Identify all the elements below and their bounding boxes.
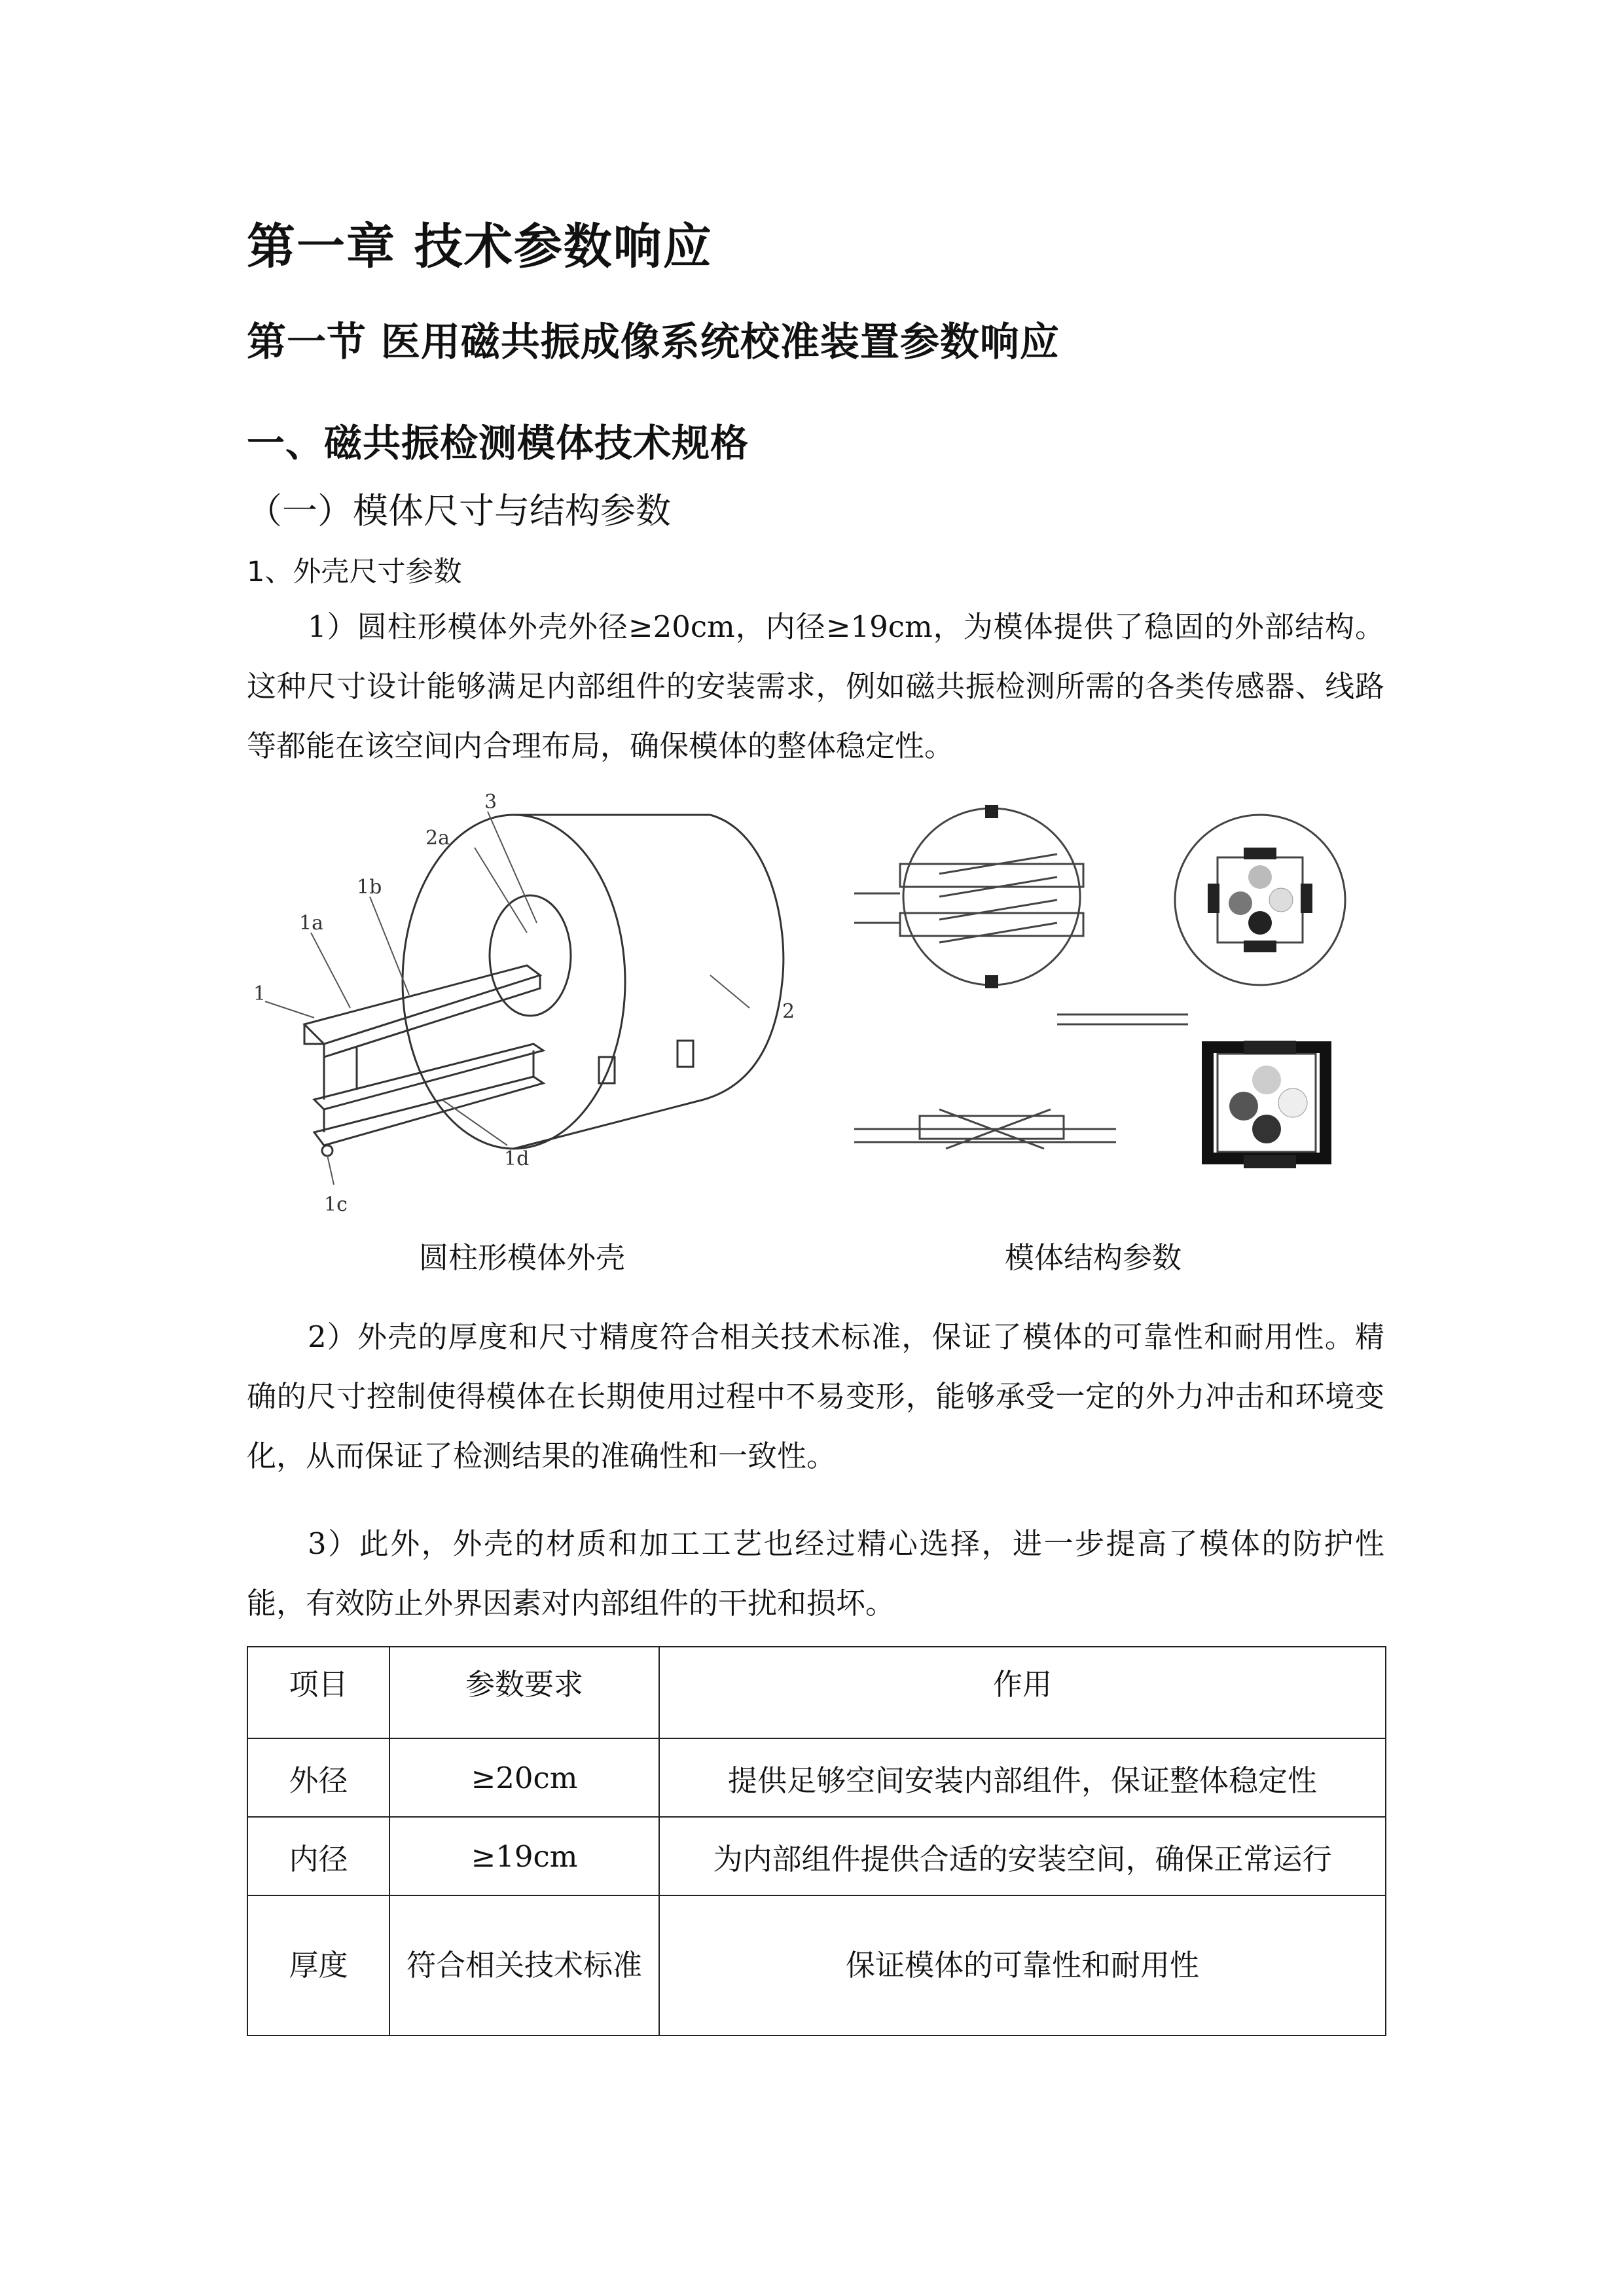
mri-scanner-figure <box>252 792 821 1217</box>
label-2: 2 <box>782 1000 795 1023</box>
label-1a: 1a <box>299 912 323 935</box>
paragraph-3: 3）此外，外壳的材质和加工工艺也经过精心选择，进一步提高了模体的防护性能，有效防止外界因素对内部组件的干扰和损坏。 <box>247 1526 1384 1621</box>
sub-subsection-title: （一）模体尺寸与结构参数 <box>247 490 671 531</box>
phantom-structure-figure <box>841 802 1371 1208</box>
header-requirement: 参数要求 <box>389 1647 659 1738</box>
label-1b: 1b <box>357 876 382 899</box>
section-title: 第一节 医用磁共振成像系统校准装置参数响应 <box>247 319 1060 365</box>
table-row <box>247 1895 1386 2036</box>
label-2a: 2a <box>425 827 450 850</box>
table-cell: 厚度 <box>247 1895 389 2036</box>
paragraph-1: 1）圆柱形模体外壳外径≥20cm，内径≥19cm，为模体提供了稳固的外部结构。这种尺寸设计能够满足内部组件的安装需求，例如磁共振检测所需的各类传感器、线路等都能在该空间内合理布局，确保模体的整体稳定性。 <box>247 609 1384 763</box>
table-row <box>247 1738 1386 1817</box>
subsection-title: 一、磁共振检测模体技术规格 <box>247 421 749 465</box>
item-title: 1、外壳尺寸参数 <box>247 556 462 588</box>
label-1: 1 <box>253 982 266 1005</box>
table-cell: 提供足够空间安装内部组件，保证整体稳定性 <box>659 1738 1386 1817</box>
chapter-title: 第一章 技术参数响应 <box>247 219 713 275</box>
paragraph-2: 2）外壳的厚度和尺寸精度符合相关技术标准，保证了模体的可靠性和耐用性。精确的尺寸控制使得模体在长期使用过程中不易变形，能够承受一定的外力冲击和环境变化，从而保证了检测结果的准确性和一致性。 <box>247 1319 1384 1473</box>
table-cell: ≥20cm <box>389 1738 659 1817</box>
table-row <box>247 1817 1386 1895</box>
figure-caption-left: 圆柱形模体外壳 <box>419 1240 626 1275</box>
label-3: 3 <box>484 792 497 814</box>
table-cell: 内径 <box>247 1817 389 1895</box>
table-header-row <box>247 1647 1386 1738</box>
table-cell: 符合相关技术标准 <box>389 1895 659 2036</box>
label-1c: 1c <box>324 1193 348 1216</box>
figure-caption-right: 模体结构参数 <box>1005 1240 1182 1275</box>
header-item: 项目 <box>247 1647 389 1738</box>
parameters-table <box>247 1646 1386 2036</box>
table-cell: 保证模体的可靠性和耐用性 <box>659 1895 1386 2036</box>
table-cell: ≥19cm <box>389 1817 659 1895</box>
label-1d: 1d <box>504 1147 530 1170</box>
table-cell: 外径 <box>247 1738 389 1817</box>
header-function: 作用 <box>659 1647 1386 1738</box>
table-cell: 为内部组件提供合适的安装空间，确保正常运行 <box>659 1817 1386 1895</box>
